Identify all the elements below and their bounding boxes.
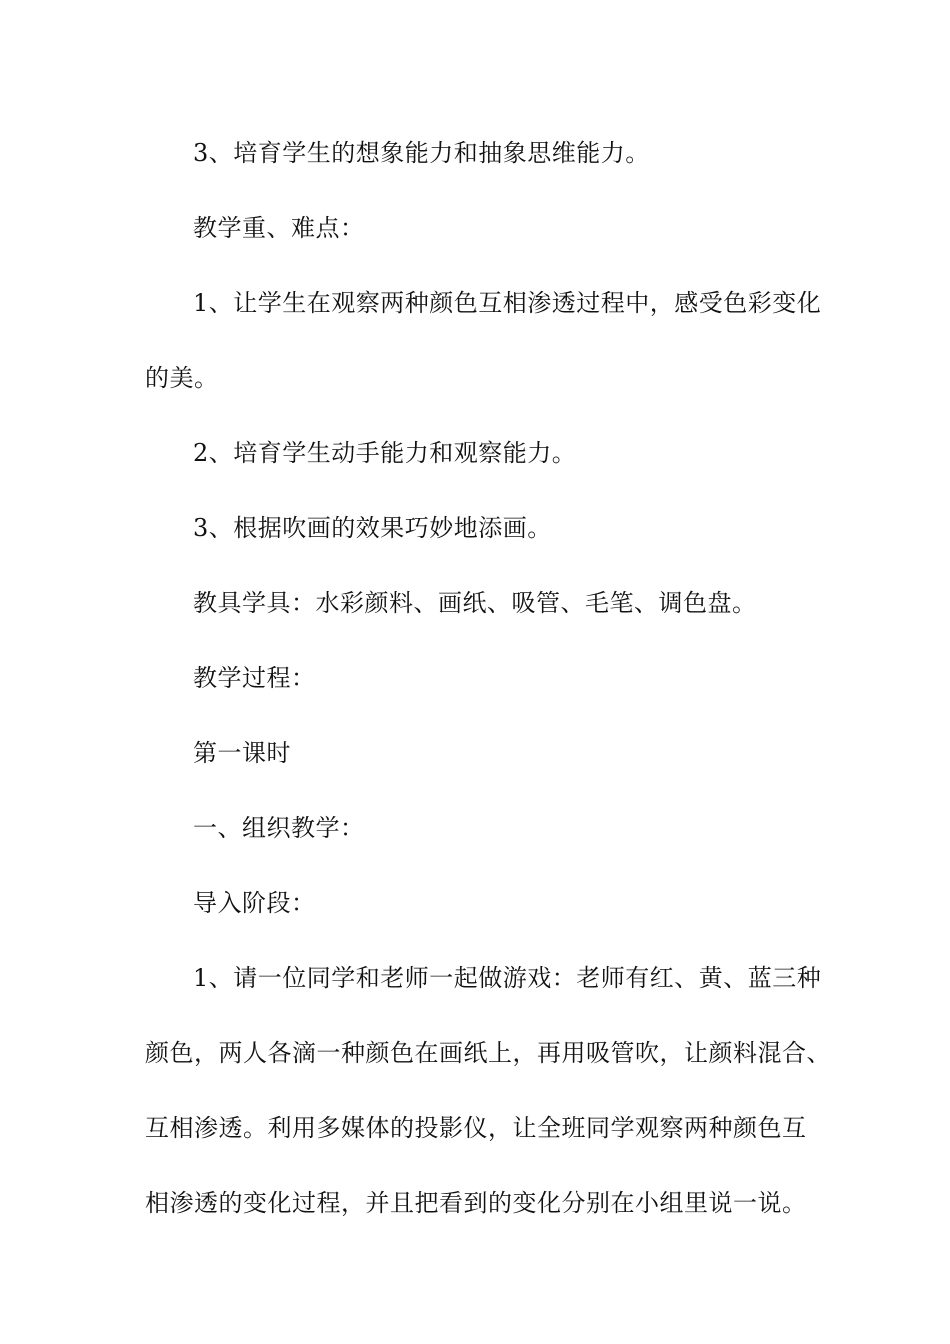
key-point-3: 3、根据吹画的效果巧妙地添画。 xyxy=(193,514,552,542)
teaching-tools: 教具学具：水彩颜料、画纸、吸管、毛笔、调色盘。 xyxy=(193,589,757,617)
section-1-heading: 一、组织教学： xyxy=(193,814,365,842)
teaching-process-heading: 教学过程： xyxy=(193,664,316,692)
first-lesson-heading: 第一课时 xyxy=(193,739,291,767)
activity-1-line-1: 1、请一位同学和老师一起做游戏：老师有红、黄、蓝三种 xyxy=(193,964,822,992)
activity-1-line-3: 互相渗透。利用多媒体的投影仪，让全班同学观察两种颜色互 xyxy=(145,1114,807,1142)
key-point-1-line-1: 1、让学生在观察两种颜色互相渗透过程中，感受色彩变化 xyxy=(193,289,822,317)
activity-1-line-4: 相渗透的变化过程，并且把看到的变化分别在小组里说一说。 xyxy=(145,1189,807,1217)
intro-stage-heading: 导入阶段： xyxy=(193,889,316,917)
key-points-heading: 教学重、难点： xyxy=(193,214,365,242)
objective-3: 3、培育学生的想象能力和抽象思维能力。 xyxy=(193,139,650,167)
key-point-2: 2、培育学生动手能力和观察能力。 xyxy=(193,439,577,467)
key-point-1-line-2: 的美。 xyxy=(145,364,219,392)
activity-1-line-2: 颜色，两人各滴一种颜色在画纸上，再用吸管吹，让颜料混合、 xyxy=(145,1039,831,1067)
